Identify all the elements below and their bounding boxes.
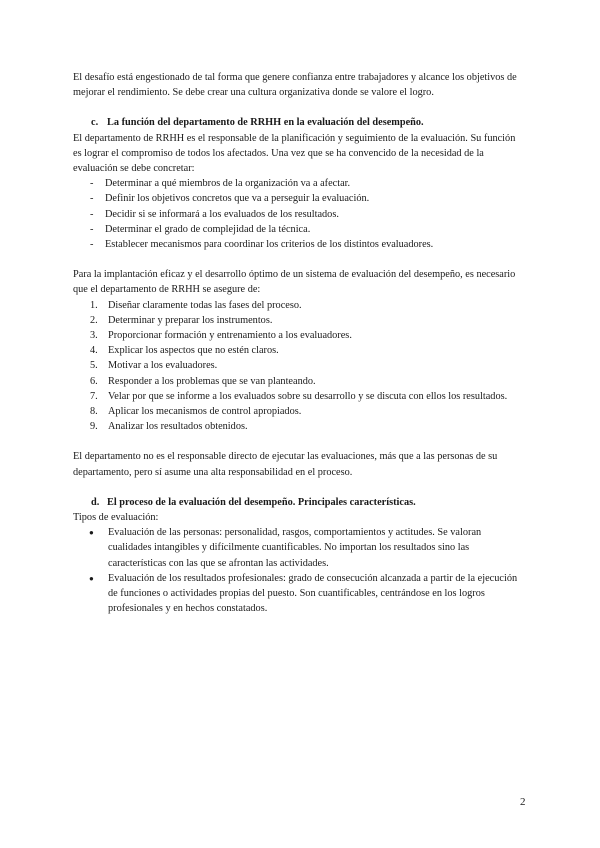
list-item [73,298,523,313]
section-c-heading [91,115,523,130]
section-c-paragraph: El departamento de RRHH es el responsable de la planificación y seguimiento de la evaluación. Su función es lograr el compromiso de todos los afectados. Una vez que se ha convencido de la necesidad de la evaluación se debe concretar: [73,132,516,175]
list-item [73,358,523,373]
item-number: 2. [90,314,98,326]
item-number: 3. [90,330,98,342]
item-text: Analizar los resultados obtenidos. [108,421,248,433]
section-d-letter: d. [91,496,100,508]
dash-list [73,176,523,252]
list-item: - Determinar a qué miembros de la organización va a afectar. [73,176,523,191]
section-c-letter: c. [91,117,99,129]
section-d-heading [91,495,523,510]
list-item [73,328,523,343]
item-number: 9. [90,421,98,433]
spacer [73,434,523,449]
bullet-list [73,525,523,616]
list-item: - Decidir si se informará a los evaluados de los resultados. [73,207,523,222]
list-item [73,374,523,389]
section-c-paragraph-2: Para la implantación eficaz y el desarrollo óptimo de un sistema de evaluación del desempeño, es necesario que el departamento de RRHH se asegure de: [73,269,516,296]
list-item [73,389,523,404]
list-item: - Determinar el grado de complejidad de la técnica. [73,222,523,237]
item-number: 8. [90,406,98,418]
item-number: 1. [90,299,98,311]
section-c-paragraph-3: El departamento no es el responsable directo de ejecutar las evaluaciones, más que a las personas de su departamento, pero sí asume una alta responsabilidad en el proceso. [73,451,498,478]
list-item: - Establecer mecanismos para coordinar los criterios de los distintos evaluadores. [73,237,523,252]
spacer [73,252,523,267]
item-text: Aplicar los mecanismos de control apropiados. [108,406,302,418]
item-number: 5. [90,360,98,372]
spacer [73,480,523,495]
item-text: Velar por que se informe a los evaluados sobre su desarrollo y se discuta con ellos los resultados. [108,390,508,402]
list-item: - Definir los objetivos concretos que va a perseguir la evaluación. [73,191,523,206]
list-item [73,404,523,419]
list-item: ● Evaluación de los resultados profesionales: grado de consecución alcanzada a partir de la ejecución de funciones o actividades propias del puesto. Son cuantificables, centrándose en los logros profesionales y en hechos constatados. [73,571,523,617]
item-text: Motivar a los evaluadores. [108,360,218,372]
item-number: 6. [90,375,98,387]
list-item [73,313,523,328]
section-d-title: El proceso de la evaluación del desempeño. Principales características. [107,496,416,508]
numbered-list [73,298,523,435]
item-text: Proporcionar formación y entrenamiento a los evaluadores. [108,330,352,342]
list-item: ● Evaluación de las personas: personalidad, rasgos, comportamientos y actitudes. Se valoran cualidades intangibles y difícilmente cuantificables. No importan los resultados sino las características con las que se afrontan las actividades. [73,525,523,571]
list-item [73,343,523,358]
item-text: Determinar y preparar los instrumentos. [108,314,273,326]
item-text: Explicar los aspectos que no estén claros. [108,345,279,357]
list-item [73,419,523,434]
item-number: 4. [90,345,98,357]
intro-paragraph: El desafío está engestionado de tal forma que genere confianza entre trabajadores y alcance los objetivos de mejorar el rendimiento. Se debe crear una cultura organizativa donde se valore el logro. [73,72,517,99]
item-text: Responder a los problemas que se van planteando. [108,375,316,387]
item-number: 7. [90,390,98,402]
spacer [73,100,523,115]
document-page [73,70,523,617]
item-text: Diseñar claramente todas las fases del proceso. [108,299,302,311]
section-c-title: La función del departamento de RRHH en la evaluación del desempeño. [107,117,424,129]
page-number: 2 [520,796,526,808]
section-d-label: Tipos de evaluación: [73,512,159,524]
